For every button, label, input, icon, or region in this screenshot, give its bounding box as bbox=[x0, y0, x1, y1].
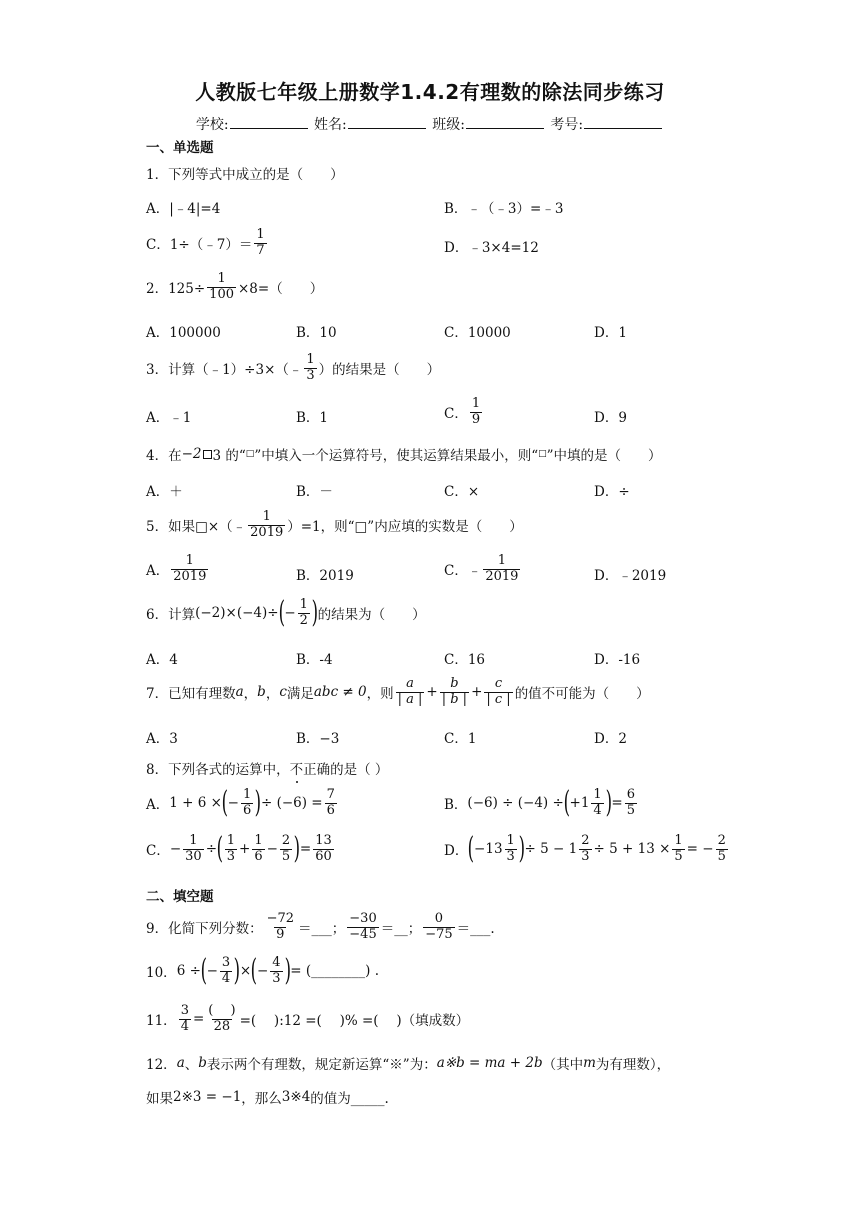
q7-option-b: B．−3 bbox=[296, 731, 340, 747]
times-sign: × bbox=[239, 963, 252, 980]
q4-expr2: 3 的“ bbox=[212, 448, 246, 464]
class-blank[interactable] bbox=[466, 116, 544, 129]
exam-blank[interactable] bbox=[584, 116, 662, 129]
fraction: $\frac{1}{2019}$ bbox=[485, 553, 519, 584]
fraction: $\frac{1}{3}$ bbox=[306, 352, 315, 383]
section-heading-fill-in: 二、填空题 bbox=[146, 889, 214, 905]
q5-text-pre: 5．如果□×（﹣ bbox=[146, 519, 247, 536]
q7-sep-2: ， bbox=[265, 686, 280, 703]
right-paren: ) bbox=[233, 953, 241, 989]
left-paren: ( bbox=[221, 785, 229, 821]
q4-option-c: C．× bbox=[444, 484, 480, 500]
fraction: $\frac{1}{6}$ bbox=[242, 787, 252, 818]
q1-option-b: B．﹣（﹣3）=﹣3 bbox=[444, 201, 564, 217]
q6-expr: (−2)×(−4)÷ bbox=[195, 605, 279, 622]
question-1: 1．下列等式中成立的是（ ） bbox=[146, 167, 344, 183]
q12-definition: a※b = ma + 2b bbox=[436, 1055, 543, 1071]
q3-option-c bbox=[444, 397, 484, 428]
fraction-blank[interactable]: $\frac{( )}{28}$ bbox=[208, 1003, 236, 1034]
page-title: 人教版七年级上册数学1.4.2有理数的除法同步练习 bbox=[195, 80, 665, 104]
q1-option-c-text: C．1÷（﹣7）＝ bbox=[146, 237, 253, 254]
q2-text-pre: 2．125÷ bbox=[146, 281, 206, 298]
q12-var-a: a bbox=[176, 1055, 185, 1071]
q5-option-c-label: C．﹣ bbox=[444, 563, 482, 580]
school-blank[interactable] bbox=[230, 116, 308, 129]
q12-text-5: ，那么 bbox=[241, 1091, 282, 1107]
q7-var-a: a bbox=[235, 684, 244, 701]
fraction: $\frac{1}{7}$ bbox=[256, 227, 265, 258]
q9-blank-2[interactable]: ＝__； bbox=[380, 921, 422, 938]
q6-text-post: 的结果为（ ） bbox=[317, 607, 426, 624]
equals-sign: = bbox=[192, 1011, 205, 1028]
right-paren: ) bbox=[284, 953, 291, 989]
q7-option-d: D．2 bbox=[594, 731, 627, 747]
q4-option-a: A．＋ bbox=[146, 484, 183, 500]
question-9 bbox=[146, 912, 495, 943]
fraction: $\frac{1}{9}$ bbox=[471, 396, 481, 427]
q12-var-b: b bbox=[198, 1055, 207, 1071]
fraction: $\frac{b}{| b |}$ bbox=[441, 676, 468, 707]
q8-option-b bbox=[444, 785, 639, 821]
q12-target: 3※4 bbox=[281, 1089, 311, 1105]
q11-text-pre: 11． bbox=[146, 1013, 177, 1030]
fraction: $\frac{-30}{-45}$ bbox=[349, 911, 377, 942]
q9-blank-1[interactable]: ＝___； bbox=[298, 921, 346, 938]
q4-expr: −2 bbox=[181, 446, 202, 462]
q8-d-expr2: ÷ 5 − 1 bbox=[524, 841, 578, 858]
q8-text-post: 正确的是（ ） bbox=[303, 762, 389, 778]
fraction: $\frac{6}{5}$ bbox=[626, 787, 636, 818]
q8-a-label: A． bbox=[146, 797, 170, 814]
question-8 bbox=[146, 758, 388, 778]
right-paren: ) bbox=[254, 785, 262, 821]
right-paren: ) bbox=[518, 831, 525, 867]
q4-option-d: D．÷ bbox=[594, 484, 630, 500]
school-label: 学校: bbox=[195, 117, 229, 133]
q8-b-expr2: +1 bbox=[569, 795, 590, 812]
left-paren: ( bbox=[467, 831, 475, 867]
fraction: $\frac{1}{6}$ bbox=[254, 833, 263, 864]
q8-b-expr1: (−6) ÷ (−4) ÷ bbox=[467, 795, 564, 812]
q6-option-b: B．-4 bbox=[296, 652, 333, 668]
q8-d-expr1: −13 bbox=[474, 841, 503, 858]
equals-sign: = bbox=[299, 841, 312, 858]
q5-option-c bbox=[444, 554, 522, 585]
q3-option-c-text: C． bbox=[444, 406, 468, 423]
question-12-line-1 bbox=[146, 1053, 670, 1073]
fraction: $\frac{1}{4}$ bbox=[593, 787, 602, 818]
q3-text-pre: 3．计算（﹣1）÷3×（﹣ bbox=[146, 362, 303, 379]
q8-d-label: D． bbox=[444, 843, 469, 860]
q3-text-post: ）的结果是（ ） bbox=[318, 362, 441, 379]
q2-option-a: A．100000 bbox=[146, 325, 221, 341]
q12-var-m: m bbox=[583, 1055, 596, 1071]
fraction: $\frac{-72}{9}$ bbox=[266, 911, 295, 942]
fraction: $\frac{1}{2019}$ bbox=[250, 509, 284, 540]
question-7 bbox=[146, 677, 650, 708]
name-blank[interactable] bbox=[348, 116, 426, 129]
q5-option-a-label: A． bbox=[146, 563, 170, 580]
fraction: $\frac{13}{60}$ bbox=[315, 833, 332, 864]
question-11 bbox=[146, 1004, 469, 1035]
minus-sign: − bbox=[206, 963, 218, 980]
minus-sign: − bbox=[227, 795, 239, 812]
equals-sign: = bbox=[611, 795, 623, 812]
left-paren: ( bbox=[563, 785, 570, 821]
name-label: 姓名: bbox=[314, 117, 347, 133]
question-2 bbox=[146, 272, 323, 303]
q9-blank-3[interactable]: ＝___. bbox=[456, 921, 495, 938]
q5-option-a bbox=[146, 554, 210, 585]
q6-option-d: D．-16 bbox=[594, 652, 641, 668]
q1-option-d: D．﹣3×4=12 bbox=[444, 240, 539, 256]
plus-sign: + bbox=[426, 684, 438, 701]
q10-expr: 6 ÷ bbox=[176, 963, 201, 980]
q5-option-b: B．2019 bbox=[296, 568, 354, 584]
q8-b-label: B． bbox=[444, 797, 468, 814]
q8-d-expr4: = − bbox=[686, 841, 714, 858]
question-3 bbox=[146, 353, 440, 384]
left-paren: ( bbox=[200, 953, 207, 989]
q2-text-post: ×8=（ ） bbox=[238, 281, 324, 298]
square-icon bbox=[203, 450, 212, 459]
fraction: $\frac{a}{| a |}$ bbox=[397, 676, 423, 707]
q7-text-post: 的值不可能为（ ） bbox=[514, 686, 650, 703]
q12-text-2: （其中 bbox=[542, 1057, 584, 1073]
q7-var-b: b bbox=[257, 684, 266, 701]
fraction: $\frac{1}{2}$ bbox=[299, 597, 308, 628]
q12-blank[interactable]: 的值为_____. bbox=[310, 1091, 389, 1107]
q12-text-1: 表示两个有理数，规定新运算“※”为： bbox=[206, 1057, 437, 1073]
q12-condition: 2※3 = −1 bbox=[173, 1089, 242, 1105]
q7-text-then: ，则 bbox=[366, 686, 394, 703]
fraction: $\frac{c}{| c |}$ bbox=[486, 676, 511, 707]
divide-sign: ÷ bbox=[205, 841, 218, 858]
q8-option-d bbox=[444, 831, 730, 867]
question-12-line-2 bbox=[146, 1087, 389, 1107]
q4-text-post: ”中填的是（ ） bbox=[546, 448, 662, 464]
q8-c-expr1: − bbox=[169, 841, 182, 858]
q11-blanks[interactable]: =( ):12 =( )% =( )（填成数） bbox=[239, 1013, 470, 1030]
q2-option-b: B．10 bbox=[296, 325, 337, 341]
q2-option-d: D．1 bbox=[594, 325, 627, 341]
q10-blank[interactable]: = (________) . bbox=[290, 963, 379, 980]
fraction: $\frac{1}{3}$ bbox=[226, 833, 236, 864]
right-paren: ) bbox=[605, 785, 612, 821]
q8-option-c: C． − $\frac{1}{30}$ ÷ ( $\frac{1}{3}$ + $\frac{1}{6}$ − $\frac{2}{5}$ ) = $\frac{13}{60}$ bbox=[146, 831, 332, 867]
fraction: $\frac{2}{5}$ bbox=[281, 833, 291, 864]
q8-option-a bbox=[146, 785, 339, 821]
q6-option-a: A．4 bbox=[146, 652, 178, 668]
question-6 bbox=[146, 595, 426, 631]
q6-option-c: C．16 bbox=[444, 652, 486, 668]
q4-text-pre: 4．在 bbox=[146, 448, 182, 464]
q3-option-a: A．﹣1 bbox=[146, 410, 192, 426]
q4-option-b: B．－ bbox=[296, 484, 333, 500]
q7-text-pre: 7．已知有理数 bbox=[146, 686, 236, 703]
q8-c-label: C． bbox=[146, 843, 170, 860]
exam-label: 考号: bbox=[550, 117, 584, 133]
q11-numerator-blank[interactable]: ( ) bbox=[208, 1003, 236, 1018]
q12-sep: 、 bbox=[184, 1057, 199, 1073]
left-paren: ( bbox=[250, 953, 258, 989]
q2-option-c: C．10000 bbox=[444, 325, 511, 341]
plus-sign-2: + bbox=[471, 684, 483, 701]
left-paren: ( bbox=[216, 831, 224, 867]
q8-a-expr2: ÷ (−6) = bbox=[260, 795, 323, 812]
q7-condition: abc ≠ 0 bbox=[313, 684, 367, 701]
q8-a-expr1: 1 + 6 × bbox=[169, 795, 222, 812]
question-5 bbox=[146, 510, 523, 541]
q5-option-d: D．﹣2019 bbox=[594, 568, 667, 584]
q7-option-c: C．1 bbox=[444, 731, 477, 747]
q12-text-3: 为有理数）， bbox=[595, 1057, 671, 1073]
right-paren: ) bbox=[293, 831, 301, 867]
q8-d-expr3: ÷ 5 + 13 × bbox=[593, 841, 671, 858]
class-label: 班级: bbox=[432, 117, 465, 133]
fraction: $\frac{4}{3}$ bbox=[272, 955, 281, 986]
q7-sep: ， bbox=[243, 686, 258, 703]
fraction: $\frac{3}{4}$ bbox=[221, 955, 231, 986]
fraction: $\frac{2}{5}$ bbox=[717, 833, 726, 864]
q6-text-pre: 6．计算 bbox=[146, 607, 196, 624]
fraction: $\frac{7}{6}$ bbox=[326, 787, 335, 818]
q3-option-d: D．9 bbox=[594, 410, 627, 426]
question-4 bbox=[146, 444, 662, 464]
fraction: $\frac{1}{3}$ bbox=[506, 833, 515, 864]
fraction: $\frac{1}{100}$ bbox=[209, 271, 234, 302]
q8-emphasis: 不 bbox=[290, 758, 304, 778]
right-paren: ) bbox=[311, 595, 318, 631]
question-10 bbox=[146, 953, 379, 989]
q7-text-mid: 满足 bbox=[286, 686, 314, 703]
q5-text-post: ）=1，则“□”内应填的实数是（ ） bbox=[287, 519, 523, 536]
q12-text-4: 如果 bbox=[146, 1091, 173, 1107]
q1-option-c bbox=[146, 228, 269, 259]
q12-number: 12． bbox=[146, 1057, 177, 1073]
q8-text-pre: 8．下列各式的运算中， bbox=[146, 762, 290, 778]
q10-text-pre: 10． bbox=[146, 965, 177, 982]
q9-text-pre: 9．化简下列分数： bbox=[146, 921, 263, 938]
q6-minus: − bbox=[284, 605, 296, 622]
fraction: $\frac{0}{-75}$ bbox=[425, 911, 453, 942]
fraction: $\frac{3}{4}$ bbox=[180, 1003, 189, 1034]
left-paren: ( bbox=[278, 595, 285, 631]
q4-text-mid: ”中填入一个运算符号，使其运算结果最小，则“ bbox=[254, 448, 539, 464]
q4-square-symbol: □ bbox=[245, 449, 255, 459]
q1-option-a: A．|﹣4|=4 bbox=[146, 201, 221, 217]
q7-option-a: A．3 bbox=[146, 731, 178, 747]
q3-option-b: B．1 bbox=[296, 410, 329, 426]
fraction: $\frac{1}{5}$ bbox=[674, 833, 683, 864]
fraction: $\frac{2}{3}$ bbox=[581, 833, 590, 864]
fraction: $\frac{1}{2019}$ bbox=[173, 553, 207, 584]
q7-var-c: c bbox=[279, 684, 287, 701]
fraction: $\frac{1}{30}$ bbox=[185, 833, 202, 864]
minus-sign: − bbox=[256, 963, 269, 980]
student-info-line bbox=[0, 114, 860, 134]
section-heading-single-choice: 一、单选题 bbox=[146, 140, 214, 156]
q4-square-symbol-2: □ bbox=[538, 449, 547, 459]
